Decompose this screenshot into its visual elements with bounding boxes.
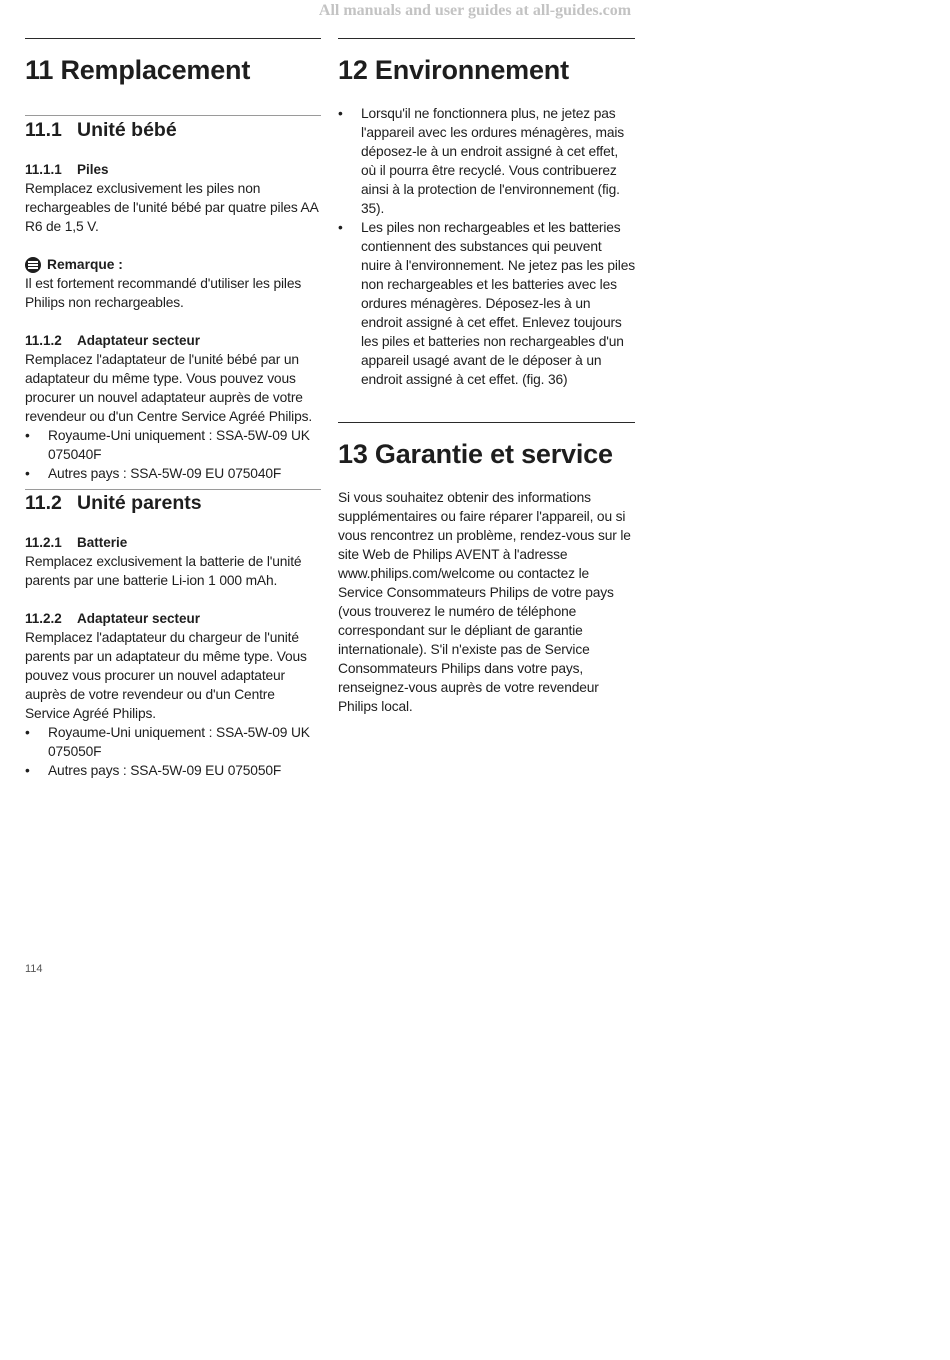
section-divider xyxy=(25,38,321,39)
list-item: • Autres pays : SSA-5W-09 EU 075040F xyxy=(25,466,282,481)
section-12-title: 12 Environnement xyxy=(338,55,569,85)
section-11-2-2-text: Remplacez l'adaptateur du chargeur de l'unité parents par un adaptateur du même type. Vous pouvez vous procurer un nouvel adaptateur auprès de votre revendeur ou d'un Centre Service Agréé Philips. xyxy=(25,630,307,721)
list-item: • Lorsqu'il ne fonctionnera plus, ne jetez pas l'appareil avec les ordures ménagères, mais déposez-le à un endroit assigné à cet effet, où il pourra être recyclé. Vous contribuerez ainsi à la protection de l'environnement (fig. 35). xyxy=(338,106,625,216)
left-column xyxy=(25,38,321,780)
section-11-1-2-title: 11.1.2 Adaptateur secteur xyxy=(25,333,201,348)
note-block xyxy=(25,255,321,312)
list-item: • Autres pays : SSA-5W-09 EU 075050F xyxy=(25,763,282,778)
adapter-list-parents xyxy=(25,723,321,780)
section-13-title: 13 Garantie et service xyxy=(338,439,613,469)
section-13-text: Si vous souhaitez obtenir des informations supplémentaires ou faire réparer l'appareil, ou si vous rencontrez un problème, rendez-vous sur le site Web de Philips AVENT à l'adresse www.philips.com/welcome ou contactez le Service Consommateurs Philips de votre pays (vous trouverez le numéro de téléphone correspondant sur le dépliant de garantie internationale). S'il n'existe pas de Service Consommateurs Philips dans votre pays, renseignez-vous auprès de votre revendeur Philips local. xyxy=(338,490,631,714)
section-11-1-2-text: Remplacez l'adaptateur de l'unité bébé par un adaptateur du même type. Vous pouvez vous procurer un nouvel adaptateur auprès de votre revendeur ou d'un Centre Service Agréé Philips. xyxy=(25,352,313,424)
section-divider xyxy=(338,38,635,39)
section-11-2-1-title: 11.2.1 Batterie xyxy=(25,535,128,550)
list-item: • Les piles non rechargeables et les batteries contiennent des substances qui peuvent nuire à l'environnement. Ne jetez pas les piles non rechargeables et les batteries avec les ordures ménagères. Déposez-les à un endroit assigné à cet effet. Enlevez toujours les piles et batteries non rechargeables d'un appareil usagé avant de le déposer à un endroit assigné à cet effet. (fig. 36) xyxy=(338,220,635,387)
note-heading: Remarque : xyxy=(25,255,321,274)
watermark: All manuals and user guides at all-guides.com xyxy=(318,2,632,19)
right-column xyxy=(338,38,635,716)
note-icon xyxy=(25,257,41,273)
section-11-1-1-title: 11.1.1 Piles xyxy=(25,162,109,177)
subsection-divider xyxy=(25,115,321,116)
section-11-title: 11 Remplacement xyxy=(25,55,251,85)
section-11-2-1-text: Remplacez exclusivement la batterie de l'unité parents par une batterie Li-ion 1 000 mAh. xyxy=(25,554,302,588)
list-item: • Royaume-Uni uniquement : SSA-5W-09 UK 075040F xyxy=(25,428,310,462)
section-11-1-title: 11.1 Unité bébé xyxy=(25,119,177,141)
note-text: Il est fortement recommandé d'utiliser les piles Philips non rechargeables. xyxy=(25,276,302,310)
adapter-list-baby xyxy=(25,426,321,483)
list-item: • Royaume-Uni uniquement : SSA-5W-09 UK 075050F xyxy=(25,725,310,759)
section-11-1-1-text: Remplacez exclusivement les piles non rechargeables de l'unité bébé par quatre piles AA R6 de 1,5 V. xyxy=(25,181,318,234)
section-divider xyxy=(338,422,635,423)
page-number: 114 xyxy=(25,963,43,975)
section-11-2-title: 11.2 Unité parents xyxy=(25,492,202,514)
environment-list xyxy=(338,104,635,389)
section-11-2-2-title: 11.2.2 Adaptateur secteur xyxy=(25,611,201,626)
